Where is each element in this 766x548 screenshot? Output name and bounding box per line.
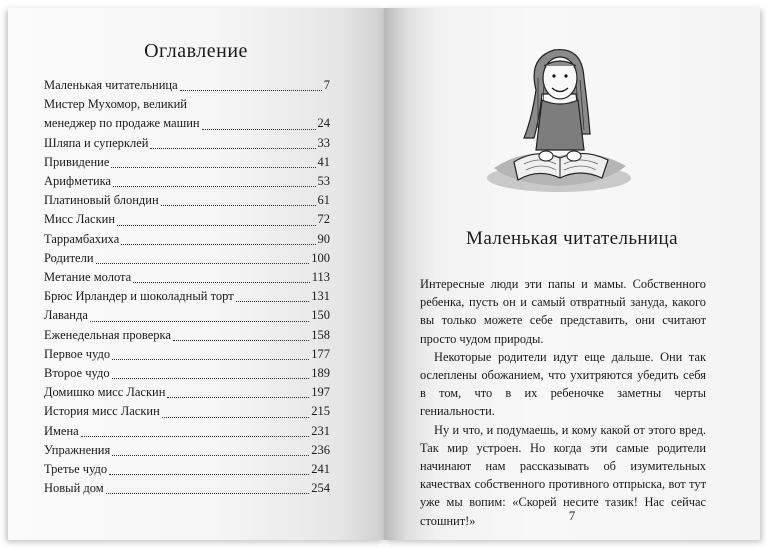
toc-leader-dots xyxy=(167,397,309,398)
toc-entry-title: Арифметика xyxy=(44,174,112,189)
toc-leader-dots xyxy=(162,417,309,418)
toc-leader-dots xyxy=(112,359,309,360)
toc-entry-title: Первое чудо xyxy=(44,346,111,361)
toc-leader-dots xyxy=(202,129,316,130)
toc-entry-page: 100 xyxy=(311,250,330,265)
toc-entry xyxy=(44,153,330,172)
right-page xyxy=(384,8,760,540)
toc-entry xyxy=(44,210,330,229)
toc-leader-dots xyxy=(106,493,310,494)
toc-entry-page: 7 xyxy=(323,78,330,92)
left-page xyxy=(8,8,384,540)
toc-leader-dots xyxy=(111,167,315,168)
toc-entry-title-line: Мистер Мухомор, великий xyxy=(44,97,187,112)
toc-entry-title: Платиновый блондин xyxy=(44,193,159,208)
toc-entry-title: Маленькая читательница xyxy=(44,78,178,92)
toc-entry xyxy=(44,364,330,383)
toc-entry-page: 33 xyxy=(317,135,330,150)
toc-entry-page: 177 xyxy=(311,346,330,361)
toc-entry-page: 53 xyxy=(317,174,330,189)
toc-leader-dots xyxy=(173,340,309,341)
toc-entry xyxy=(44,326,330,345)
toc-entry-title: Еженедельная проверка xyxy=(44,327,171,342)
page-number: 7 xyxy=(568,508,576,523)
toc-leader-dots xyxy=(117,225,315,226)
toc-title: Оглавление xyxy=(144,40,248,62)
toc-entry-page: 24 xyxy=(317,116,330,131)
toc-entry xyxy=(44,268,330,287)
toc-entry-title: Шляпа и суперклей xyxy=(44,135,149,150)
toc-entry-page: 254 xyxy=(311,481,330,496)
toc-entry-title: менеджер по продаже машин xyxy=(44,116,200,131)
toc-entry xyxy=(44,76,330,95)
toc-entry xyxy=(44,249,330,268)
toc-entry-title: Таррамбахиха xyxy=(44,231,120,246)
toc-entry-page: 61 xyxy=(317,193,330,208)
toc-leader-dots xyxy=(109,474,309,475)
toc-entry xyxy=(44,230,330,249)
toc-entry-title: Упражнения xyxy=(44,442,111,457)
toc-leader-dots xyxy=(121,244,315,245)
toc-entry xyxy=(44,479,330,498)
toc-leader-dots xyxy=(150,148,315,149)
toc-entry xyxy=(44,287,330,306)
toc-entry xyxy=(44,95,330,133)
toc-entry-page: 231 xyxy=(311,423,330,438)
toc-entry xyxy=(44,422,330,441)
girl-reading-illustration xyxy=(484,38,634,198)
toc-entry-page: 113 xyxy=(311,270,330,285)
toc-entry xyxy=(44,345,330,364)
toc-entry-page: 197 xyxy=(311,385,330,400)
toc-leader-dots xyxy=(90,321,309,322)
toc-entry-title: Второе чудо xyxy=(44,366,110,381)
toc-entry-title: Имена xyxy=(44,423,79,438)
toc-entry-page: 189 xyxy=(311,366,330,381)
toc-entry xyxy=(44,134,330,153)
toc-entry-title: Мисс Ласкин xyxy=(44,212,116,227)
paragraph: Интересные люди эти папы и мамы. Собственного ребенка, пусть он и самый отвратный зануда, какого вы только можете себе представить, они считают просто чудом природы. xyxy=(420,277,706,346)
toc-entry xyxy=(44,306,330,325)
chapter-text xyxy=(420,275,706,530)
toc-leader-dots xyxy=(161,205,316,206)
table-of-contents xyxy=(44,76,330,498)
toc-entry-title: Родители xyxy=(44,250,94,265)
toc-leader-dots xyxy=(112,455,309,456)
toc-entry-title: Лаванда xyxy=(44,308,88,323)
toc-entry-title: Метание молота xyxy=(44,270,132,285)
toc-leader-dots xyxy=(96,263,310,264)
toc-entry xyxy=(44,460,330,479)
toc-entry-title: Третье чудо xyxy=(44,462,108,477)
toc-leader-dots xyxy=(81,436,310,437)
toc-entry-page: 241 xyxy=(311,462,330,477)
toc-leader-dots xyxy=(180,90,322,91)
toc-leader-dots xyxy=(113,186,315,187)
toc-leader-dots xyxy=(236,301,310,302)
toc-entry-title: Домишко мисс Ласкин xyxy=(44,385,166,400)
toc-entry-page: 150 xyxy=(311,308,330,323)
paragraph: Ну и что, и подумаешь, и кому какой от этого вред. Так мир устроен. Но когда эти самые родители начинают нам рассказывать об изумительных качествах собственного противного отпрыска, вот тут уже мы вопим: «Скорей несите тазик! Нас сейчас стошнит!» xyxy=(420,422,706,528)
toc-entry-page: 236 xyxy=(311,442,330,457)
toc-entry-title: Привидение xyxy=(44,154,110,169)
chapter-title: Маленькая читательница xyxy=(466,228,678,249)
toc-entry-page: 158 xyxy=(311,327,330,342)
toc-entry xyxy=(44,383,330,402)
toc-entry xyxy=(44,172,330,191)
toc-entry-page: 41 xyxy=(317,154,330,169)
toc-entry-title: История мисс Ласкин xyxy=(44,404,160,419)
toc-entry-title: Брюс Ирландер и шоколадный торт xyxy=(44,289,234,304)
toc-leader-dots xyxy=(133,282,310,283)
open-book xyxy=(8,8,760,540)
toc-entry-page: 215 xyxy=(311,404,330,419)
paragraph: Некоторые родители идут еще дальше. Они так ослеплены обожанием, что ухитряются убедить себя в том, что в их ребеночке заметны черты гениальности. xyxy=(420,349,706,419)
toc-entry xyxy=(44,191,330,210)
toc-entry-title: Новый дом xyxy=(44,481,104,496)
toc-entry-page: 131 xyxy=(311,289,330,304)
toc-entry-page: 90 xyxy=(317,231,330,246)
toc-entry xyxy=(44,441,330,460)
toc-entry xyxy=(44,402,330,421)
toc-leader-dots xyxy=(112,378,310,379)
toc-entry-page: 72 xyxy=(317,212,330,227)
